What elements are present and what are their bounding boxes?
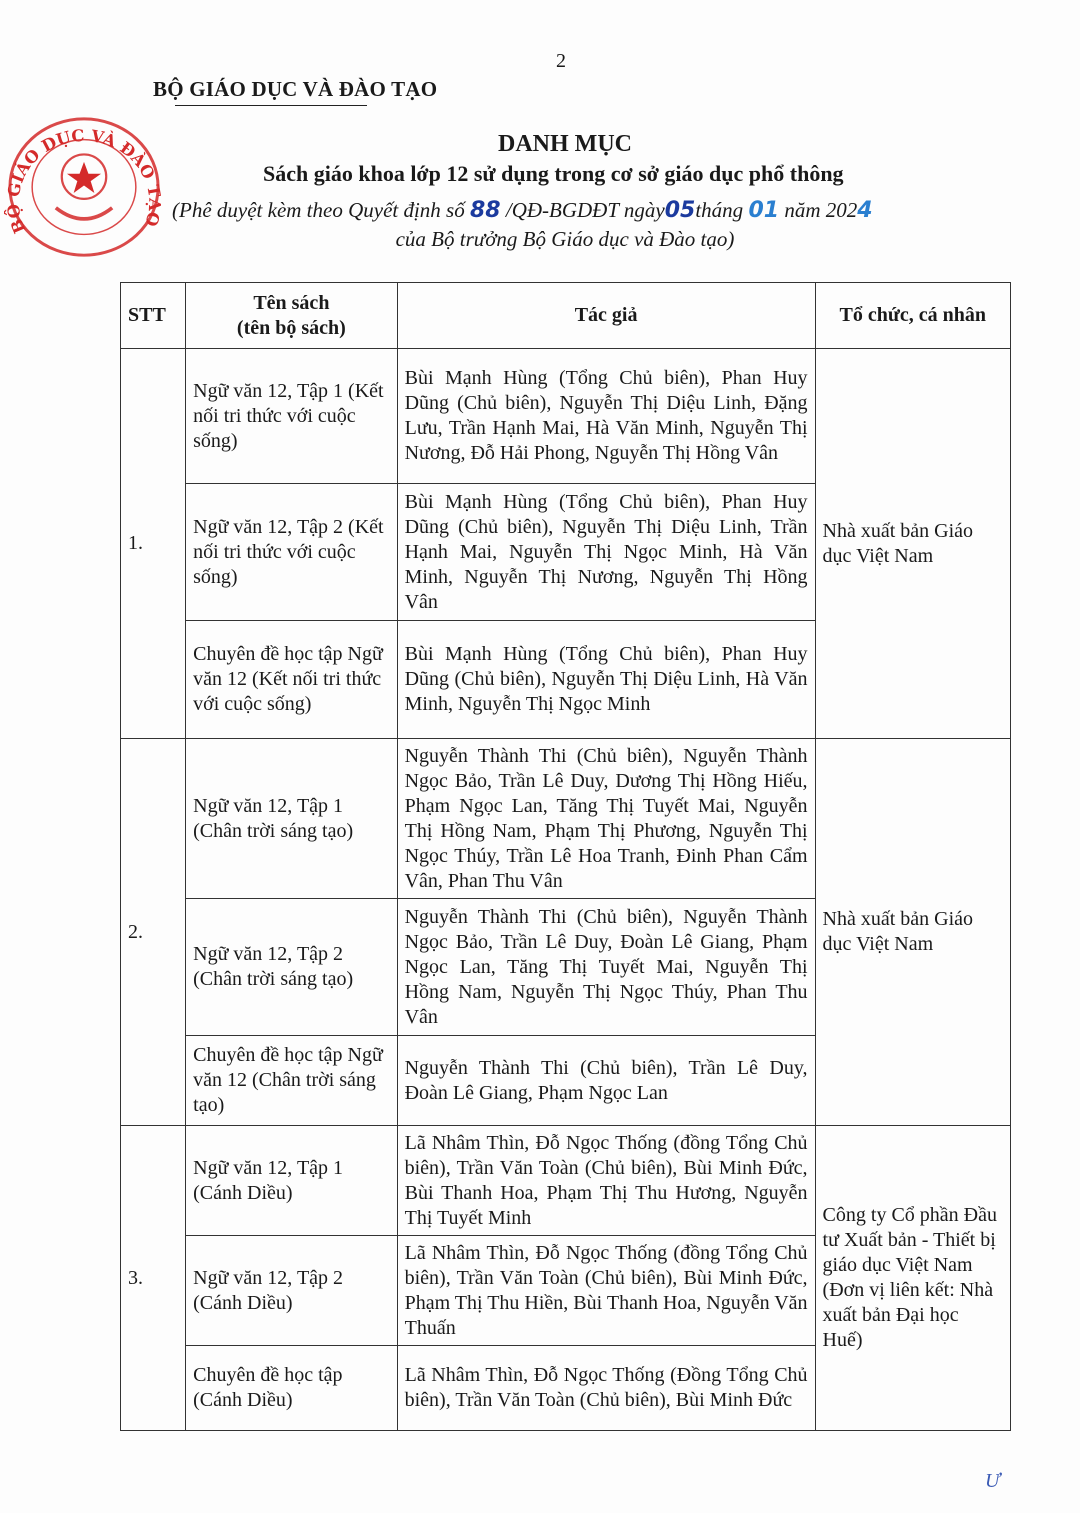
stt-cell: 3. (121, 1126, 186, 1431)
book-name-cell: Ngữ văn 12, Tập 1 (Chân trời sáng tạo) (186, 739, 397, 899)
month-label: tháng (695, 198, 744, 222)
organization-cell: Công ty Cổ phần Đầu tư Xuất bản - Thiết bị giáo dục Việt Nam (Đơn vị liên kết: Nhà xuất bản Đại học Huế) (815, 1126, 1010, 1431)
book-name-cell: Chuyên đề học tập Ngữ văn 12 (Chân trời sáng tạo) (186, 1036, 397, 1126)
table-header-row (121, 283, 1011, 349)
book-name-cell: Ngữ văn 12, Tập 2 (Kết nối tri thức với cuộc sống) (186, 484, 397, 621)
approval-prefix: (Phê duyệt kèm theo Quyết định số (172, 198, 465, 222)
authors-cell: Lã Nhâm Thìn, Đỗ Ngọc Thống (đồng Tổng Chủ biên), Trần Văn Toàn (Chủ biên), Bùi Minh Đức, Bùi Thanh Hoa, Phạm Thị Thu Hương, Nguyễn Thị Tuyết Minh (397, 1126, 815, 1236)
header-authors: Tác giả (397, 283, 815, 349)
authors-cell: Bùi Mạnh Hùng (Tổng Chủ biên), Phan Huy Dũng (Chủ biên), Nguyễn Thị Diệu Linh, Hà Văn Minh, Nguyễn Thị Ngọc Minh (397, 621, 815, 739)
document-subtitle: Sách giáo khoa lớp 12 sử dụng trong cơ sở giáo dục phổ thông (263, 161, 844, 186)
book-name-cell: Chuyên đề học tập Ngữ văn 12 (Kết nối tri thức với cuộc sống) (186, 621, 397, 739)
authors-cell: Bùi Mạnh Hùng (Tổng Chủ biên), Phan Huy Dũng (Chủ biên), Nguyễn Thị Diệu Linh, Đặng Lưu, Trần Hạnh Mai, Hà Văn Minh, Nguyễn Thị Nương, Đỗ Hải Phong, Nguyễn Thị Hồng Vân (397, 349, 815, 484)
authors-cell: Lã Nhâm Thìn, Đỗ Ngọc Thống (Đồng Tổng Chủ biên), Trần Văn Toàn (Chủ biên), Bùi Minh Đức (397, 1346, 815, 1431)
stamp-text: BỘ GIÁO DỤC VÀ ĐÀO TẠO (4, 125, 164, 237)
ministry-underline (175, 105, 367, 106)
year-label: năm 202 (784, 198, 858, 222)
authors-cell: Bùi Mạnh Hùng (Tổng Chủ biên), Phan Huy Dũng (Chủ biên), Nguyễn Thị Diệu Linh, Trần Hạnh Mai, Nguyễn Thị Ngọc Minh, Hà Văn Minh, Nguyễn Thị Nương, Nguyễn Thị Hồng Vân (397, 484, 815, 621)
page-number: 2 (556, 50, 566, 72)
decision-number: 88 (469, 198, 501, 223)
book-name-cell: Ngữ văn 12, Tập 2 (Chân trời sáng tạo) (186, 899, 397, 1036)
authors-cell: Nguyễn Thành Thi (Chủ biên), Trần Lê Duy, Đoàn Lê Giang, Phạm Ngọc Lan (397, 1036, 815, 1126)
authors-cell: Lã Nhâm Thìn, Đỗ Ngọc Thống (đồng Tổng Chủ biên), Trần Văn Toàn (Chủ biên), Bùi Minh Đức, Phạm Thị Thu Hiền, Bùi Thanh Hoa, Nguyễn Văn Thuấn (397, 1236, 815, 1346)
book-name-cell: Ngữ văn 12, Tập 1 (Kết nối tri thức với cuộc sống) (186, 349, 397, 484)
header-book-name: Tên sách (tên bộ sách) (186, 283, 397, 349)
decision-day: 05 (664, 198, 696, 223)
authors-cell: Nguyễn Thành Thi (Chủ biên), Nguyễn Thành Ngọc Bảo, Trần Lê Duy, Dương Thị Hồng Hiếu, Phạm Ngọc Lan, Tăng Thị Tuyết Mai, Nguyễn Thị Hồng Nam, Phạm Thị Phương, Nguyễn Thị Ngọc Thúy, Trần Lê Hoa Tranh, Đinh Phan Cẩm Vân, Phan Thu Vân (397, 739, 815, 899)
decision-month: 01 (748, 198, 780, 223)
book-name-cell: Ngữ văn 12, Tập 2 (Cánh Diều) (186, 1236, 397, 1346)
approval-line (172, 198, 873, 223)
header-organization: Tổ chức, cá nhân (815, 283, 1010, 349)
approval-mid: /QĐ-BGDĐT ngày (505, 198, 665, 222)
stt-cell: 2. (121, 739, 186, 1126)
ministry-name: BỘ GIÁO DỤC VÀ ĐÀO TẠO (153, 77, 438, 101)
table-row (121, 349, 1011, 484)
table-row (121, 739, 1011, 899)
header-stt: STT (121, 283, 186, 349)
stt-cell: 1. (121, 349, 186, 739)
authors-cell: Nguyễn Thành Thi (Chủ biên), Nguyễn Thành Ngọc Bảo, Trần Lê Duy, Đoàn Lê Giang, Phạm Ngọc Lan, Tăng Thị Tuyết Mai, Nguyễn Thị Hồng Nam, Nguyễn Thị Ngọc Thúy, Phan Thu Vân (397, 899, 815, 1036)
initial-mark: Ư (985, 1470, 1001, 1492)
approval-line-2: của Bộ trưởng Bộ Giáo dục và Đào tạo) (395, 227, 735, 251)
organization-cell: Nhà xuất bản Giáo dục Việt Nam (815, 349, 1010, 739)
organization-cell: Nhà xuất bản Giáo dục Việt Nam (815, 739, 1010, 1126)
textbook-table (120, 282, 1011, 1431)
book-name-cell: Chuyên đề học tập (Cánh Diều) (186, 1346, 397, 1431)
document-title: DANH MỤC (498, 131, 632, 157)
decision-year-digit: 4 (857, 198, 873, 223)
table-row (121, 1126, 1011, 1236)
book-name-cell: Ngữ văn 12, Tập 1 (Cánh Diều) (186, 1126, 397, 1236)
